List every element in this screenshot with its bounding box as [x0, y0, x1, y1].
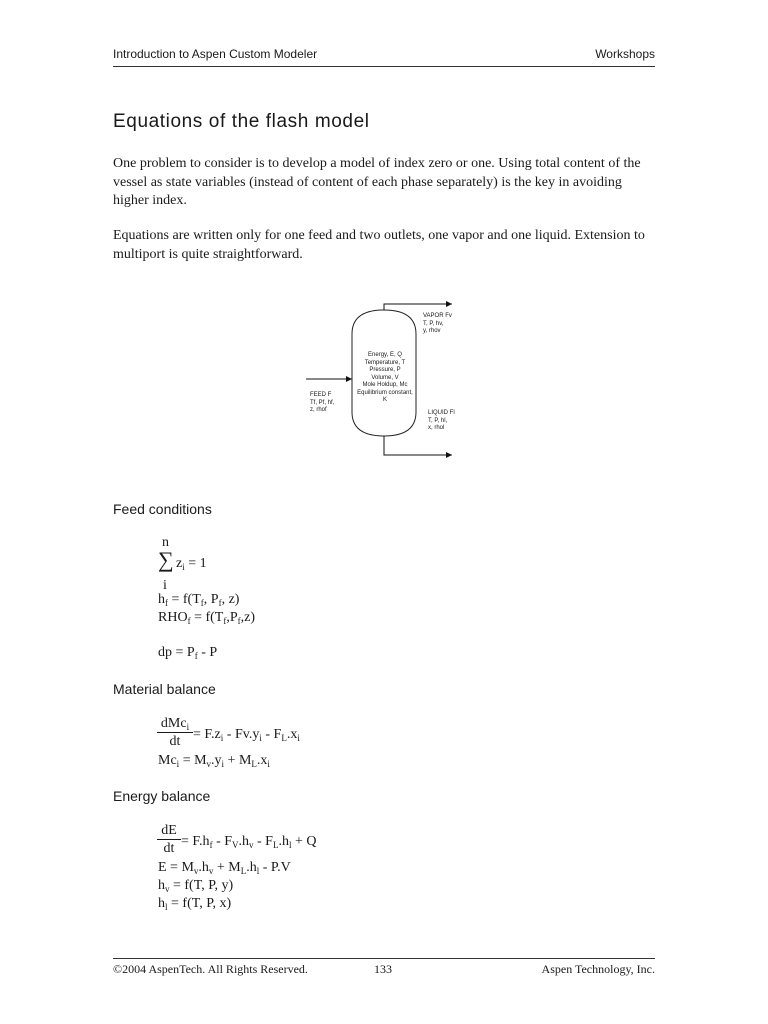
en-sub: l	[288, 840, 292, 850]
e-sub: v	[193, 866, 199, 876]
vessel-label	[354, 352, 416, 405]
vessel-line: Volume, V	[371, 374, 399, 381]
en-part: .h	[278, 834, 289, 849]
hf-psub: f	[218, 598, 222, 608]
hl-sub: l	[165, 902, 168, 912]
hv-part: h	[158, 878, 165, 893]
mc-part: = M	[179, 753, 207, 768]
mat-num-sub: i	[186, 722, 190, 732]
e-sub: l	[256, 866, 260, 876]
liquid-line: T, P, hl,	[428, 417, 448, 424]
sum-lower-limit: i	[163, 578, 167, 593]
rho-psub: f	[237, 616, 241, 626]
vessel-line: Equilibrium constant,	[357, 389, 413, 396]
e-part: E = M	[158, 860, 194, 875]
liquid-label	[428, 410, 455, 433]
vessel-line: Mole Holdup, Mc	[362, 382, 408, 388]
energy-numerator: dE	[161, 823, 177, 838]
liquid-line: LIQUID Fl	[428, 410, 455, 416]
sum-var-sub: i	[182, 562, 185, 572]
hf-sub: f	[165, 598, 168, 608]
hf-tsub: f	[200, 598, 204, 608]
en-sub: V	[232, 840, 239, 850]
en-part: - F	[212, 834, 233, 849]
hl-part: h	[158, 896, 165, 911]
mc-sub: v	[206, 759, 212, 769]
material-fraction	[157, 716, 193, 750]
vessel-line: Pressure, P	[369, 367, 401, 373]
hv-equation	[158, 878, 233, 894]
vapor-line: T, P, hv,	[423, 320, 444, 327]
hf-h: h	[158, 592, 165, 607]
en-part: - F	[253, 834, 273, 849]
material-rhs	[193, 727, 300, 743]
en-part: + Q	[291, 834, 317, 849]
rho-lhs: RHO	[158, 610, 188, 625]
sum-rhs: = 1	[184, 556, 207, 571]
material-denominator: dt	[157, 732, 193, 750]
footer-copyright: ©2004 AspenTech. All Rights Reserved.	[113, 962, 308, 976]
mat-part: - F	[261, 727, 282, 742]
material-numerator	[157, 716, 193, 732]
hv-sub: v	[165, 884, 170, 894]
energy-fraction	[157, 823, 181, 857]
mat-num: dMc	[160, 716, 187, 731]
mat-sub: L	[281, 733, 287, 743]
rho-part: ,P	[226, 610, 238, 625]
section-material-balance: Material balance	[113, 681, 216, 697]
hf-part: , z)	[221, 592, 240, 607]
liquid-line: x, rhol	[428, 425, 445, 431]
en-part: = F.h	[181, 834, 210, 849]
sum-var: z	[176, 556, 183, 571]
energy-rhs	[181, 834, 317, 850]
footer-company: Aspen Technology, Inc.	[541, 962, 655, 976]
hf-part: , P	[203, 592, 219, 607]
mat-part: = F.z	[193, 727, 221, 742]
en-sub: v	[249, 840, 254, 850]
mc-equation	[158, 753, 270, 769]
sum-upper-limit: n	[162, 535, 169, 550]
mc-sub: i	[176, 759, 180, 769]
mat-sub: i	[220, 733, 224, 743]
mc-part: + M	[224, 753, 252, 768]
mat-sub: i	[297, 733, 300, 743]
mc-sub: i	[221, 759, 225, 769]
header-right: Workshops	[595, 47, 655, 61]
mc-part: Mc	[158, 753, 177, 768]
rho-part: ,z)	[240, 610, 256, 625]
liquid-arrow	[384, 436, 452, 455]
feed-line: z, rhof	[310, 407, 327, 413]
scope-paragraph: Equations are written only for one feed and two outlets, one vapor and one liquid. Extension to multiport is quite straightforward.	[113, 228, 645, 262]
hf-equation	[158, 592, 239, 608]
hv-part: = f(T, P, y)	[169, 878, 234, 893]
e-part: .h	[246, 860, 257, 875]
mc-sub: i	[267, 759, 270, 769]
vapor-line: VAPOR Fv	[423, 313, 452, 319]
sum-symbol: ∑	[158, 547, 174, 572]
vessel-line: Temperature, T	[364, 359, 406, 366]
hl-part: = f(T, P, x)	[167, 896, 232, 911]
feed-line: Tf, Pf, hf,	[310, 399, 335, 406]
dp-equation	[158, 645, 217, 661]
hf-part: = f(T	[168, 592, 201, 607]
energy-denominator: dt	[157, 839, 181, 857]
vessel-line: K	[382, 397, 387, 403]
hl-equation	[158, 896, 231, 912]
rho-part: = f(T	[190, 610, 224, 625]
intro-paragraph: One problem to consider is to develop a model of index zero or one. Using total content of the vessel as state variables (instead of content of each phase separately) is the key in avoiding higher index.	[113, 156, 641, 208]
en-sub: L	[272, 840, 279, 850]
section-energy-balance: Energy balance	[113, 788, 211, 804]
mc-sub: L	[251, 759, 257, 769]
dp-lhs: dp = P	[158, 645, 195, 660]
mc-part: .x	[256, 753, 268, 768]
rho-sub: f	[187, 616, 191, 626]
header-rule	[113, 66, 655, 67]
page-title: Equations of the flash model	[113, 111, 370, 132]
vapor-arrow	[384, 304, 452, 310]
e-sub: L	[240, 866, 247, 876]
e-sub: v	[208, 866, 214, 876]
section-feed-conditions: Feed conditions	[113, 501, 212, 517]
feed-label	[310, 392, 334, 415]
footer-rule	[113, 958, 655, 959]
vessel-line: Energy, E, Q	[368, 352, 402, 358]
sum-equation	[176, 556, 207, 572]
vapor-label	[423, 313, 452, 336]
header-left: Introduction to Aspen Custom Modeler	[113, 47, 318, 61]
en-part: .h	[238, 834, 250, 849]
e-part: .h	[198, 860, 209, 875]
en-sub: f	[209, 840, 213, 850]
e-part: + M	[213, 860, 241, 875]
vapor-line: y, rhov	[423, 328, 441, 334]
feed-line: FEED F	[310, 392, 332, 398]
e-equation	[158, 860, 291, 876]
mat-part: - Fv.y	[223, 727, 260, 742]
mat-part: .x	[286, 727, 298, 742]
rho-equation	[158, 610, 255, 626]
mat-sub: i	[259, 733, 262, 743]
dp-rest: - P	[197, 645, 218, 660]
rho-tsub: f	[223, 616, 227, 626]
dp-sub: f	[194, 651, 198, 661]
e-part: - P.V	[259, 860, 291, 875]
page-number: 133	[374, 962, 392, 976]
mc-part: .y	[211, 753, 222, 768]
